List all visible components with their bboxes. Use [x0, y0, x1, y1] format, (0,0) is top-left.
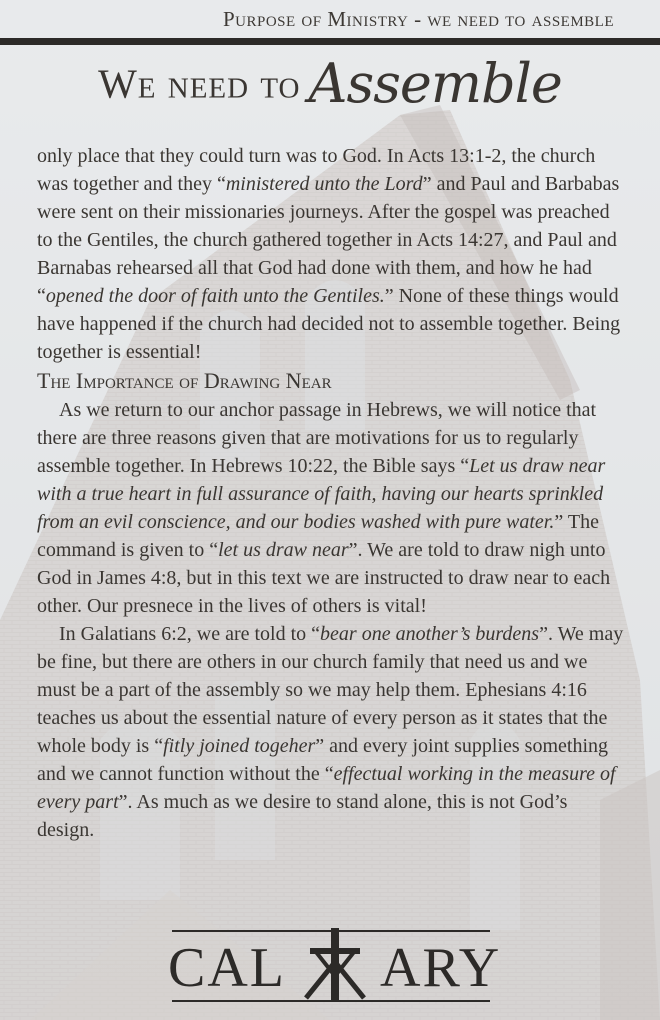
- scripture-quote: Let us draw near with a true heart in full assurance of faith, having our hearts sprinkled from an evil conscience, and our bodies washed with pure water.: [37, 455, 606, 533]
- paragraph-3: [37, 620, 627, 844]
- cross-with-nails-icon: [300, 924, 370, 1004]
- article-body: [37, 142, 627, 844]
- text-run: ”. We are told to draw nigh unto God in James 4:8, but in this text we are instructed to draw near to each other. Our presnece in the lives of others is vital!: [37, 539, 611, 617]
- logo-text-right: ARY: [380, 937, 502, 999]
- text-run: ” The command is given to “: [37, 511, 599, 561]
- logo-text-left: CAL: [168, 937, 286, 999]
- text-run: In Galatians 6:2, we are told to “: [59, 623, 321, 645]
- scripture-quote: effectual working in the measure of every part: [37, 763, 616, 813]
- paragraph-1: [37, 142, 627, 366]
- paragraph-2: [37, 396, 627, 620]
- page-title-script: Assemble: [308, 52, 562, 115]
- scripture-quote: opened the door of faith unto the Gentiles.: [45, 285, 385, 307]
- section-heading: The Importance of Drawing Near: [37, 368, 332, 393]
- text-run: As we return to our anchor passage in Hebrews, we will notice that there are three reasons given that are motivations for us to regularly assemble together. In Hebrews 10:22, the Bible says “: [37, 399, 597, 477]
- text-run: ” None of these things would have happened if the church had decided not to assemble together. Being together is essential!: [37, 285, 621, 363]
- text-run: ”. We may be fine, but there are others in our church family that need us and we must be a part of the assembly so we may help them. Ephesians 4:16 teaches us about the essential nature of every person as it states that the whole body is “: [37, 623, 624, 757]
- text-run: ”. As much as we desire to stand alone, this is not God’s design.: [37, 791, 568, 841]
- text-run: ” and every joint supplies something and we cannot function without the “: [37, 735, 609, 785]
- scripture-quote: ministered unto the Lord: [225, 173, 423, 195]
- scripture-quote: fitly joined togeher: [163, 735, 316, 757]
- header-rule: [0, 38, 660, 45]
- page-title-main: We need to: [98, 60, 301, 107]
- scripture-quote: bear one another’s burdens: [320, 623, 540, 645]
- scripture-quote: let us draw near: [218, 539, 349, 561]
- page-title: [0, 52, 660, 115]
- calvary-logo: [0, 920, 660, 1010]
- text-run: only place that they could turn was to God. In Acts 13:1-2, the church was together and they “: [37, 145, 596, 195]
- header-title: Purpose of Ministry - we need to assemble: [222, 7, 614, 31]
- header: [0, 0, 660, 38]
- text-run: ” and Paul and Barbabas were sent on their missionaries journeys. After the gospel was preached to the Gentiles, the church gathered together in Acts 14:27, and Paul and Barnabas rehearsed all that God had done with them, and how he had “: [37, 173, 620, 307]
